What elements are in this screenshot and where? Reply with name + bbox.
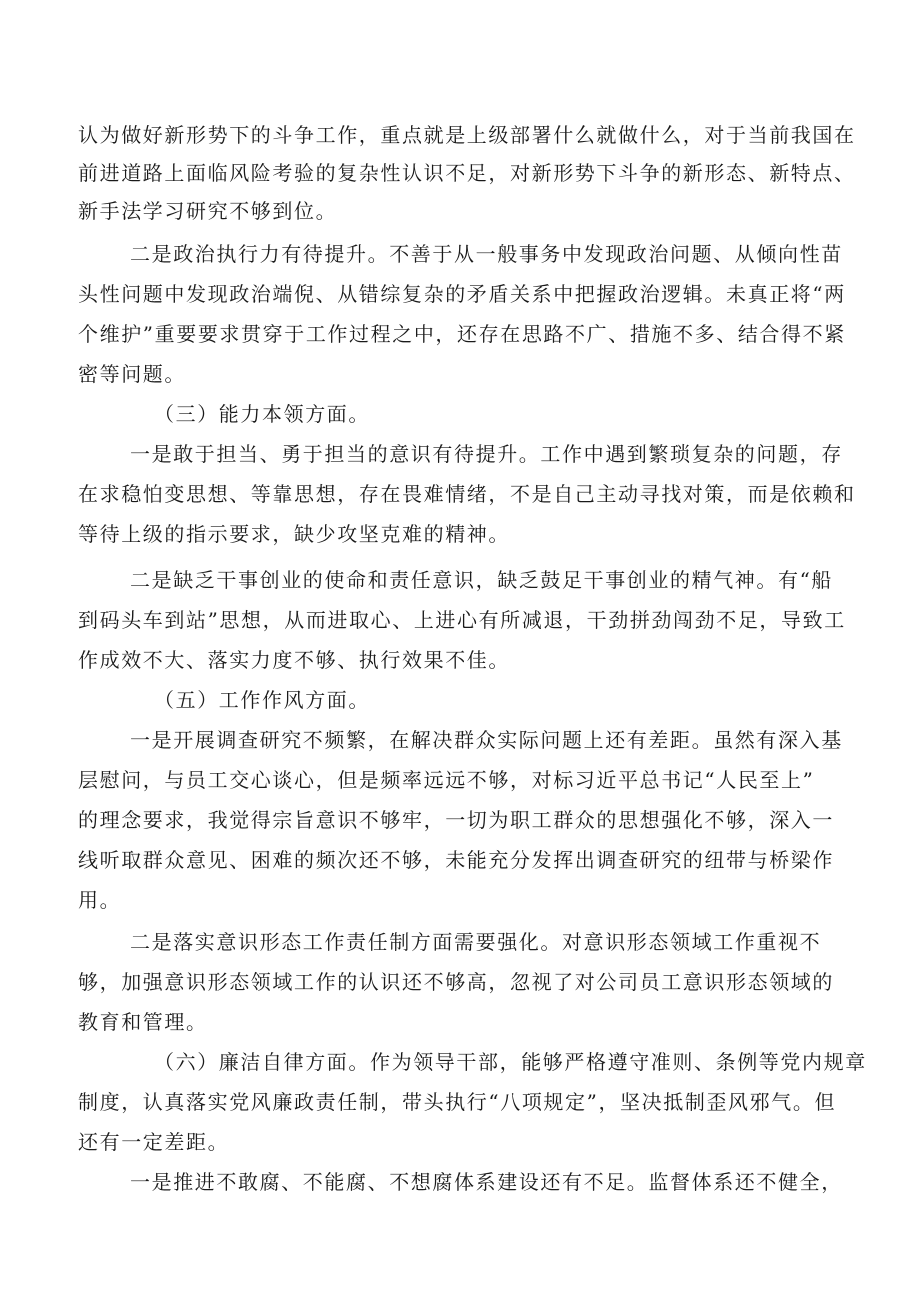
text-line: 教育和管理。 — [78, 1010, 208, 1034]
section-heading: （六）廉洁自律方面。作为领导干部，能够严格遵守准则、条例等党内规章 — [154, 1050, 867, 1074]
text-line: 的理念要求，我觉得宗旨意识不够牢，一切为职工群众的思想强化不够，深入一 — [78, 808, 834, 832]
text-line: 等待上级的指示要求，缺少攻坚克难的精神。 — [78, 522, 510, 546]
text-line: 个维护”重要要求贯穿于工作过程之中，还存在思路不广、措施不多、结合得不紧 — [78, 322, 846, 346]
text-line: 新手法学习研究不够到位。 — [78, 199, 338, 223]
text-line: 还有一定差距。 — [78, 1130, 230, 1154]
text-line: 二是缺乏干事创业的使命和责任意识，缺乏鼓足干事创业的精气神。有“船 — [130, 568, 834, 592]
text-line: 层慰问，与员工交心谈心，但是频率远远不够，对标习近平总书记“人民至上” — [78, 768, 815, 792]
text-line: 密等问题。 — [78, 362, 186, 386]
text-line: 线听取群众意见、困难的频次还不够，未能充分发挥出调查研究的纽带与桥梁作 — [78, 848, 834, 872]
text-line: 一是推进不敢腐、不能腐、不想腐体系建设还有不足。监督体系还不健全， — [130, 1170, 843, 1194]
text-line: 作成效不大、落实力度不够、执行效果不佳。 — [78, 648, 510, 672]
section-heading: （三）能力本领方面。 — [154, 402, 370, 426]
text-line: 够，加强意识形态领域工作的认识还不够高，忽视了对公司员工意识形态领域的 — [78, 970, 834, 994]
text-line: 用。 — [78, 888, 122, 912]
section-heading: （五）工作作风方面。 — [154, 688, 370, 712]
text-line: 前进道路上面临风险考验的复杂性认识不足，对新形势下斗争的新形态、新特点、 — [78, 161, 856, 185]
text-line: 认为做好新形势下的斗争工作，重点就是上级部署什么就做什么，对于当前我国在 — [78, 123, 856, 147]
text-line: 头性问题中发现政治端倪、从错综复杂的矛盾关系中把握政治逻辑。未真正将“两 — [78, 282, 846, 306]
text-line: 在求稳怕变思想、等靠思想，存在畏难情绪，不是自己主动寻找对策，而是依赖和 — [78, 482, 856, 506]
text-line: 一是开展调查研究不频繁，在解决群众实际问题上还有差距。虽然有深入基 — [130, 728, 843, 752]
text-line: 制度，认真落实党风廉政责任制，带头执行“八项规定”，坚决抵制歪风邪气。但 — [78, 1090, 837, 1114]
text-line: 二是落实意识形态工作责任制方面需要强化。对意识形态领域工作重视不 — [130, 930, 822, 954]
text-line: 一是敢于担当、勇于担当的意识有待提升。工作中遇到繁琐复杂的问题，存 — [130, 442, 843, 466]
text-line: 到码头车到站”思想，从而进取心、上进心有所减退，干劲拼劲闯劲不足，导致工 — [78, 608, 846, 632]
text-line: 二是政治执行力有待提升。不善于从一般事务中发现政治问题、从倾向性苗 — [130, 242, 843, 266]
